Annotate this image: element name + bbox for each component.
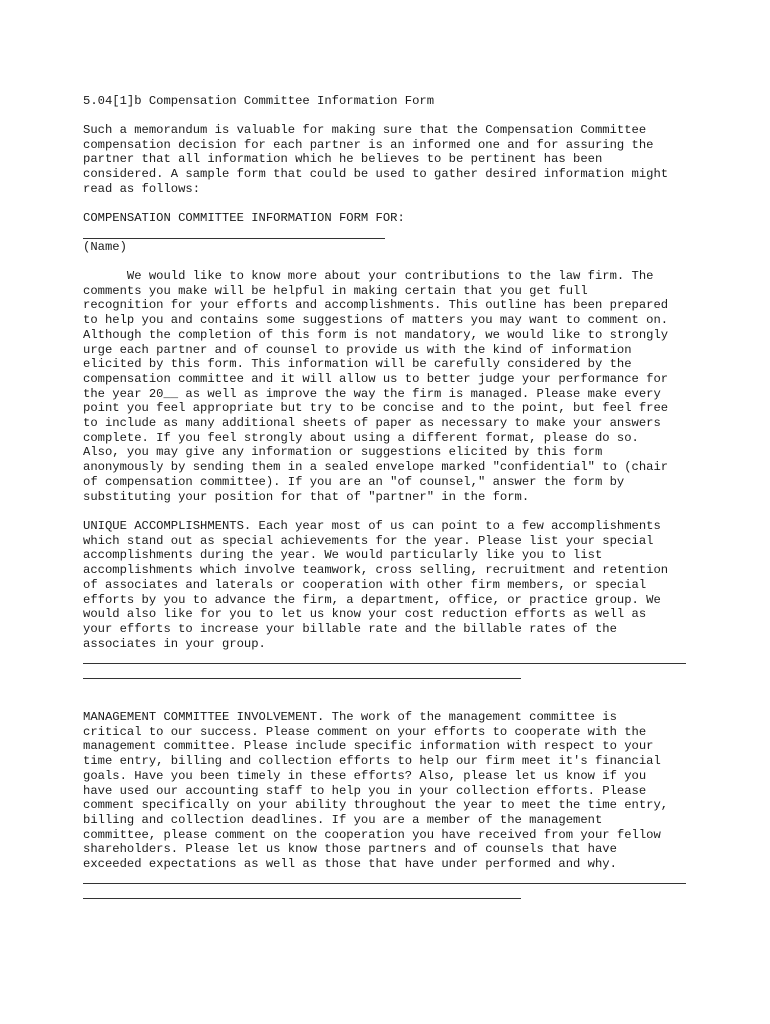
intro-paragraph: Such a memorandum is valuable for making sure that the Compensation Committee compensation decision for each partner is an informed one and for assuring the partner that all information which he believes to be pertinent has been considered. A sample form that could be used to gather desired information might read as follows: xyxy=(83,123,669,196)
name-blank-line[interactable] xyxy=(83,238,385,239)
form-title: COMPENSATION COMMITTEE INFORMATION FORM FOR: xyxy=(83,211,405,225)
unique-accomplishments-answer-line-2[interactable] xyxy=(83,678,521,679)
instructions-paragraph: We would like to know more about your contributions to the law firm. The comments you make will be helpful in making certain that you get full recognition for your efforts and accomplishments. This outline has been prepared to help you and contains some suggestions of matters you may want to comment on. Although the completion of this form is not mandatory, we would like to strongly urge each partner and of counsel to provide us with the kind of information elicited by this form. This information will be carefully considered by the compensation committee and it will allow us to better judge your performance for the year 20__ as well as improve the way the firm is managed. Please make every point you feel appropriate but try to be concise and to the point, but feel free to include as many additional sheets of paper as necessary to make your answers complete. If you feel strongly about using a different format, please do so. Also, you may give any information or suggestions elicited by this form anonymously by sending them in a sealed envelope marked "confidential" to (chair of compensation committee). If you are an "of counsel," answer the form by substituting your position for that of "partner" in the form. xyxy=(83,269,669,504)
management-committee-answer-line-2[interactable] xyxy=(83,898,521,899)
name-label: (Name) xyxy=(83,240,127,254)
section-heading: 5.04[1]b Compensation Committee Information Form xyxy=(83,94,435,108)
management-committee-paragraph: MANAGEMENT COMMITTEE INVOLVEMENT. The work of the management committee is critical to our success. Please comment on your efforts to cooperate with the management committee. Please include specific information with respect to your time entry, billing and collection efforts to help our firm meet it's financial goals. Have you been timely in these efforts? Also, please let us know if you have used our accounting staff to help you in your collection efforts. Please comment specifically on your ability throughout the year to meet the time entry, billing and collection deadlines. If you are a member of the management committee, please comment on the cooperation you have received from your fellow shareholders. Please let us know those partners and of counsels that have exceeded expectations as well as those that have under performed and why. xyxy=(83,710,669,872)
unique-accomplishments-answer-line-1[interactable] xyxy=(83,663,686,664)
unique-accomplishments-paragraph: UNIQUE ACCOMPLISHMENTS. Each year most of us can point to a few accomplishments which stand out as special achievements for the year. Please list your special accomplishments during the year. We would particularly like you to list accomplishments which involve teamwork, cross selling, recruitment and retention of associates and laterals or cooperation with other firm members, or special efforts by you to advance the firm, a department, office, or practice group. We would also like for you to let us know your cost reduction efforts as well as your efforts to increase your billable rate and the billable rates of the associates in your group. xyxy=(83,519,669,651)
management-committee-answer-line-1[interactable] xyxy=(83,883,686,884)
